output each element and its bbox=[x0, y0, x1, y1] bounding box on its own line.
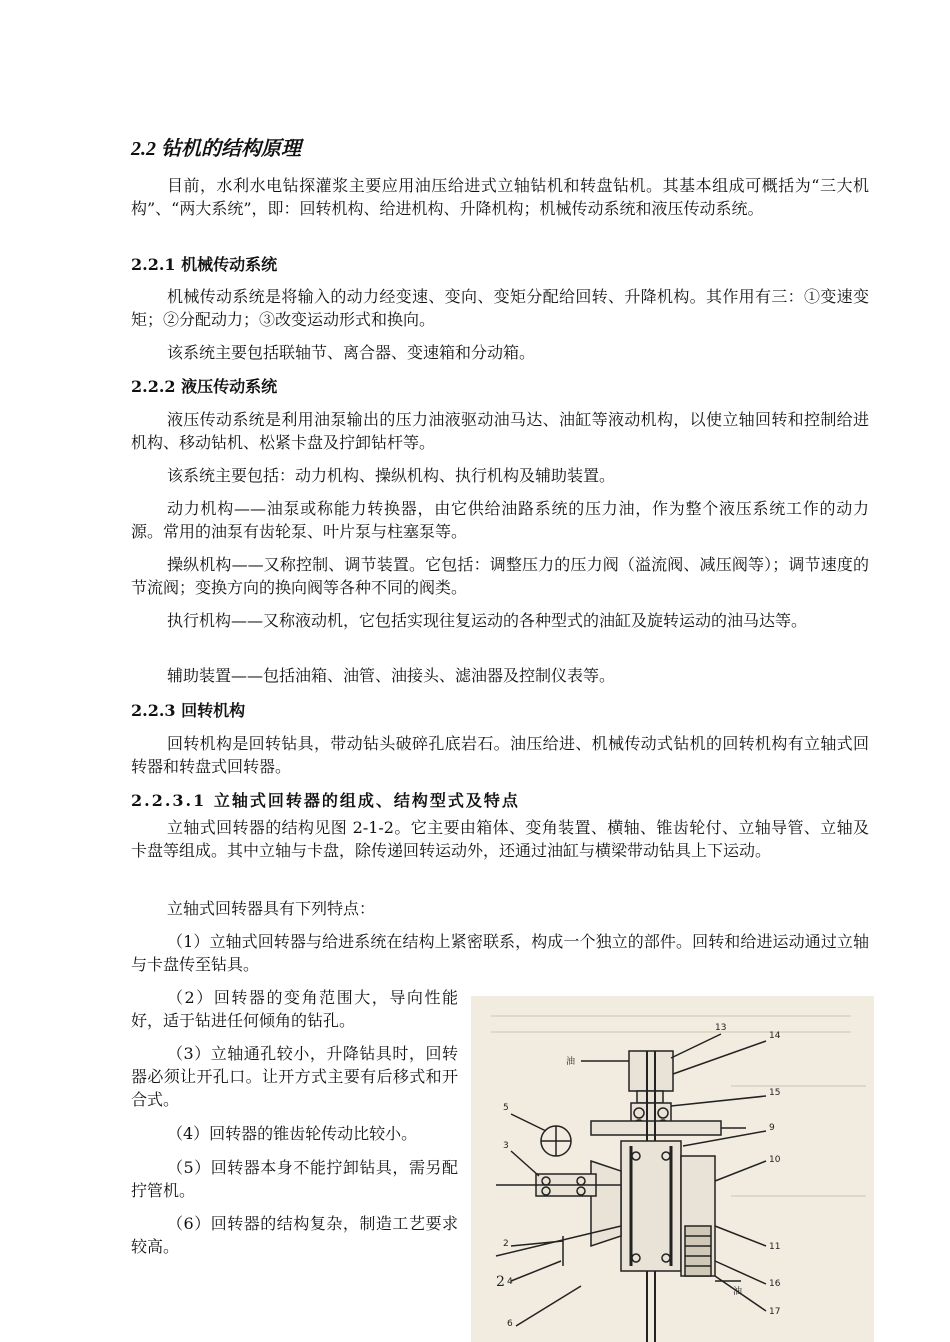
figure-label-6: 6 bbox=[507, 1319, 513, 1329]
figure-label-11: 11 bbox=[769, 1242, 781, 1252]
figure-label-9: 9 bbox=[769, 1123, 775, 1133]
subsection-heading-2231: 2.2.3.1 立轴式回转器的组成、结构型式及特点 bbox=[131, 791, 520, 810]
paragraph-221-1: 机械传动系统是将输入的动力经变速、变向、变矩分配给回转、升降机构。其作用有三：①变速变矩；②分配动力；③改变运动形式和换向。 bbox=[131, 287, 869, 329]
figure-label-17: 17 bbox=[769, 1307, 781, 1317]
subsection-heading-221: 2.2.1 机械传动系统 bbox=[131, 255, 278, 274]
rotator-drawing bbox=[471, 996, 874, 1342]
paragraph-222-5: 执行机构——又称液动机，它包括实现往复运动的各种型式的油缸及旋转运动的油马达等。 bbox=[167, 611, 808, 630]
figure-label-13: 13 bbox=[715, 1023, 727, 1033]
paragraph-222-6: 辅助装置——包括油箱、油管、油接头、滤油器及控制仪表等。 bbox=[167, 666, 616, 685]
feature-item-1: （1）立轴式回转器与给进系统在结构上紧密联系，构成一个独立的部件。回转和给进运动通过立轴与卡盘传至钻具。 bbox=[131, 932, 869, 974]
figure-label-5: 5 bbox=[503, 1103, 509, 1113]
section-heading: 2.2 钻机的结构原理 bbox=[131, 138, 301, 160]
figure-oil-label-bottom: 油 bbox=[733, 1287, 743, 1297]
paragraph-222-1: 液压传动系统是利用油泵输出的压力油液驱动油马达、油缸等液动机构，以使立轴回转和控制给进机构、移动钻机、松紧卡盘及拧卸钻杆等。 bbox=[131, 410, 869, 452]
paragraph-223-1: 回转机构是回转钻具，带动钻头破碎孔底岩石。油压给进、机械传动式钻机的回转机构有立轴式回转器和转盘式回转器。 bbox=[131, 734, 869, 776]
figure-label-16: 16 bbox=[769, 1279, 781, 1289]
figure-label-4: 4 bbox=[507, 1277, 513, 1287]
intro-paragraph: 目前，水利水电钻探灌浆主要应用油压给进式立轴钻机和转盘钻机。其基本组成可概括为“三大机构”、“两大系统”，即：回转机构、给进机构、升降机构；机械传动系统和液压传动系统。 bbox=[131, 176, 869, 218]
subsection-heading-223: 2.2.3 回转机构 bbox=[131, 701, 246, 720]
feature-item-2: （2）回转器的变角范围大，导向性能好，适于钻进任何倾角的钻孔。 bbox=[131, 988, 458, 1030]
feature-item-3: （3）立轴通孔较小，升降钻具时，回转器必须让开孔口。让开方式主要有后移式和开合式。 bbox=[131, 1044, 458, 1109]
figure-label-14: 14 bbox=[769, 1031, 781, 1041]
feature-item-4: （4）回转器的锥齿轮传动比较小。 bbox=[167, 1124, 418, 1143]
paragraph-2231-1: 立轴式回转器的结构见图 2-1-2。它主要由箱体、变角装置、横轴、锥齿轮付、立轴导管、立轴及卡盘等组成。其中立轴与卡盘，除传递回转运动外，还通过油缸与横梁带动钻具上下运动。 bbox=[131, 818, 869, 860]
figure-big-label: 2 bbox=[496, 1274, 505, 1290]
paragraph-222-2: 该系统主要包括：动力机构、操纵机构、执行机构及辅助装置。 bbox=[167, 466, 616, 485]
figure-label-2: 2 bbox=[503, 1239, 509, 1249]
paragraph-2231-2: 立轴式回转器具有下列特点： bbox=[167, 899, 376, 918]
paragraph-221-2: 该系统主要包括联轴节、离合器、变速箱和分动箱。 bbox=[167, 343, 536, 362]
paragraph-222-4: 操纵机构——又称控制、调节装置。它包括：调整压力的压力阀（溢流阀、减压阀等）；调节速度的节流阀；变换方向的换向阀等各种不同的阀类。 bbox=[131, 555, 869, 597]
feature-item-5: （5）回转器本身不能拧卸钻具，需另配拧管机。 bbox=[131, 1158, 458, 1200]
figure-label-10: 10 bbox=[769, 1155, 781, 1165]
figure-oil-label-top: 油 bbox=[566, 1057, 576, 1067]
figure-label-3: 3 bbox=[503, 1141, 509, 1151]
figure-label-15: 15 bbox=[769, 1088, 781, 1098]
paragraph-222-3: 动力机构——油泵或称能力转换器，由它供给油路系统的压力油，作为整个液压系统工作的动力源。常用的油泵有齿轮泵、叶片泵与柱塞泵等。 bbox=[131, 499, 869, 541]
feature-item-6: （6）回转器的结构复杂，制造工艺要求较高。 bbox=[131, 1214, 458, 1256]
subsection-heading-222: 2.2.2 液压传动系统 bbox=[131, 377, 278, 396]
rotator-structure-figure bbox=[471, 996, 874, 1342]
